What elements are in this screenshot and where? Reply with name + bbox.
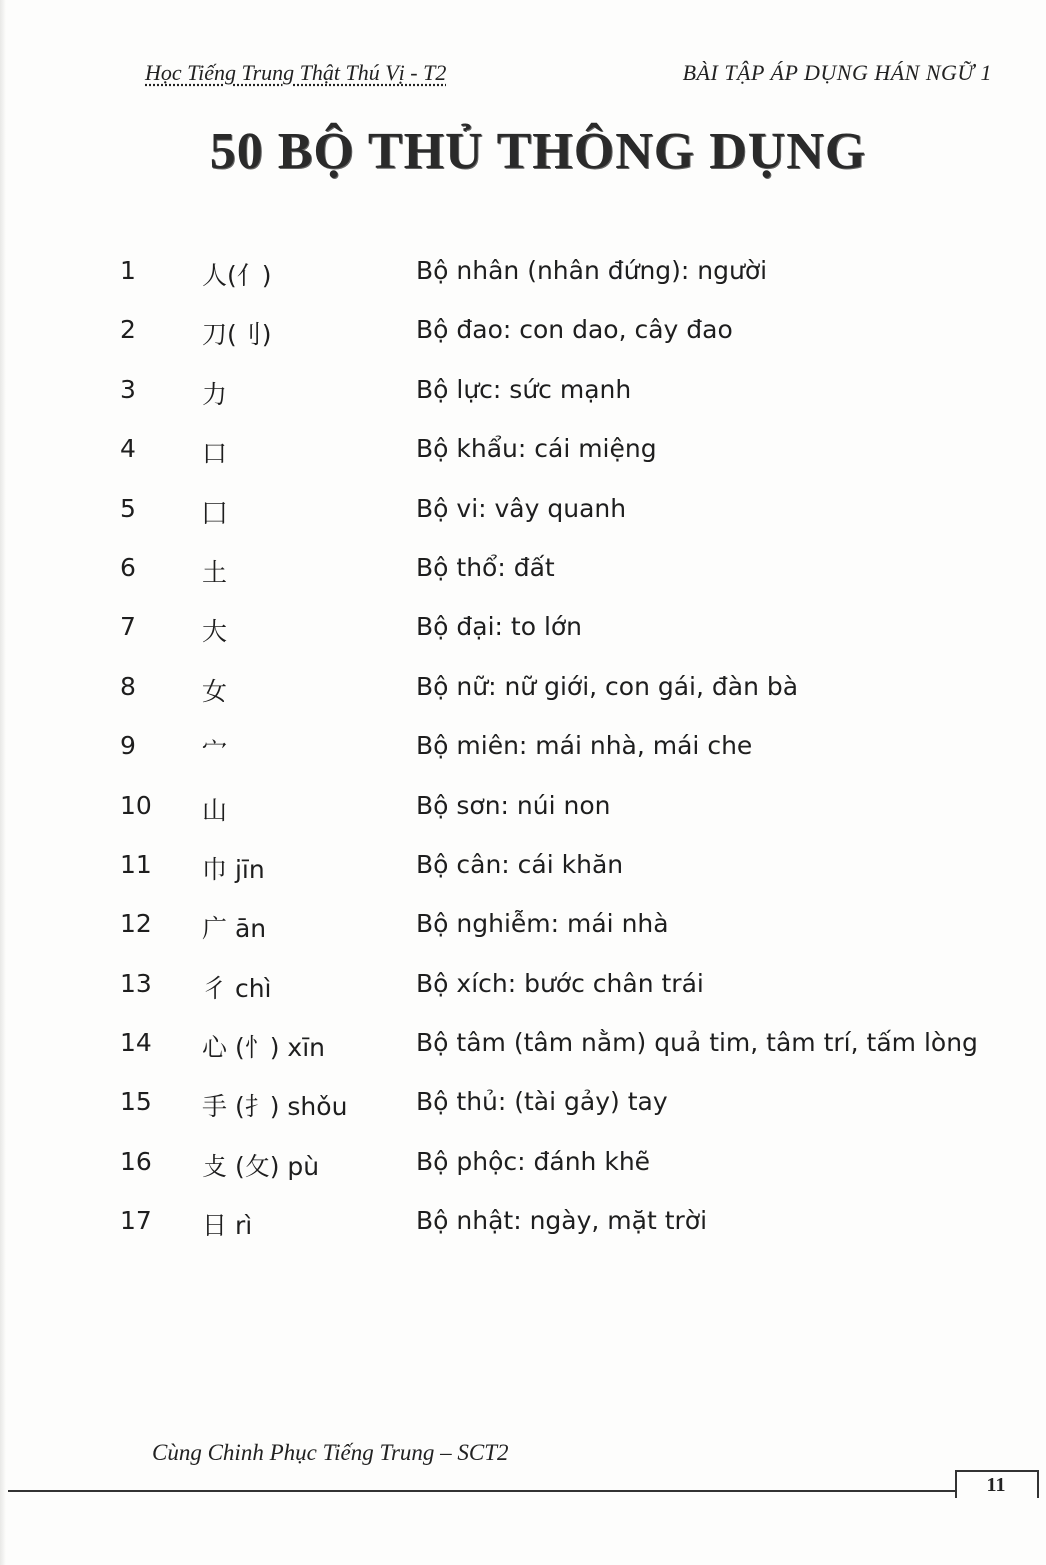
footer-rule [8,1490,956,1492]
radical-row [0,1137,1046,1196]
radical-row [0,484,1046,543]
radical-number: 7 [120,612,136,642]
radical-character: 攴 (攵) pù [202,1151,320,1181]
radical-row [0,602,1046,661]
radical-row [0,899,1046,958]
header-book-title: Học Tiếng Trung Thật Thú Vị - T2 [145,60,447,85]
radical-number: 1 [120,256,136,285]
radical-character: 土 [202,557,228,587]
radical-meaning: Bộ khẩu: cái miệng [416,434,657,464]
radical-number: 6 [120,552,136,582]
radical-character: 日 rì [202,1211,253,1241]
radical-meaning: Bộ nữ: nữ giới, con gái, đàn bà [416,671,799,701]
radical-meaning: Bộ thổ: đất [416,552,555,582]
radical-character: 囗 [202,498,228,528]
radical-meaning: Bộ sơn: núi non [416,790,611,820]
radical-meaning: Bộ cân: cái khăn [416,849,624,879]
radical-character: 力 [202,379,228,409]
radical-row [0,1196,1046,1255]
radical-character: 刀(刂) [202,320,272,350]
radical-row [0,662,1046,721]
radical-character: 心 (忄) xīn [202,1033,325,1063]
radical-character: 人(亻) [202,261,272,290]
radical-meaning: Bộ miên: mái nhà, mái che [416,731,753,761]
radical-number: 9 [120,731,136,761]
radical-row [0,246,1046,305]
radical-row [0,781,1046,840]
radical-meaning: Bộ thủ: (tài gảy) tay [416,1087,668,1117]
radical-meaning: Bộ nhân (nhân đứng): người [416,256,768,285]
radical-number: 5 [120,493,136,523]
radical-meaning: Bộ đại: to lớn [416,612,583,642]
radical-number: 10 [120,790,152,820]
radical-row [0,365,1046,424]
radical-row [0,1077,1046,1136]
footer-text: Cùng Chinh Phục Tiếng Trung – SCT2 [152,1440,509,1465]
radical-character: 口 [202,439,228,469]
radical-row [0,543,1046,602]
radical-number: 17 [120,1206,152,1236]
radical-row [0,424,1046,483]
page-number: 11 [986,1474,1006,1496]
radical-character: 大 [202,617,228,647]
radical-character: 广 ān [202,914,267,944]
radical-row [0,840,1046,899]
radical-number: 16 [120,1146,152,1176]
page-title: 50 BỘ THỦ THÔNG DỤNG [209,123,867,180]
radical-row [0,721,1046,780]
radical-character: 宀 [202,736,228,766]
radical-meaning: Bộ xích: bước chân trái [416,968,704,998]
radical-number: 13 [120,968,152,998]
radical-character: 彳 chì [202,973,272,1003]
radical-number: 14 [120,1028,152,1058]
radical-meaning: Bộ phộc: đánh khẽ [416,1146,651,1176]
radical-number: 4 [120,434,136,464]
radical-meaning: Bộ tâm (tâm nằm) quả tim, tâm trí, tấm lòng [416,1028,978,1058]
radical-meaning: Bộ đao: con dao, cây đao [416,315,733,345]
radical-number: 2 [120,315,136,345]
radical-meaning: Bộ vi: vây quanh [416,493,627,523]
radical-character: 手 (扌) shǒu [202,1092,348,1122]
radical-number: 12 [120,909,152,939]
header-section-title: BÀI TẬP ÁP DỤNG HÁN NGỮ 1 [682,60,992,85]
radical-character: 山 [202,795,228,825]
radical-row [0,305,1046,364]
radical-meaning: Bộ nghiễm: mái nhà [416,909,669,939]
radical-row [0,959,1046,1018]
radical-number: 8 [120,671,136,701]
radical-character: 女 [202,676,228,706]
radical-character: 巾 jīn [202,854,265,884]
radical-number: 11 [120,849,152,879]
radical-list [0,246,1046,1256]
radical-meaning: Bộ nhật: ngày, mặt trời [416,1206,708,1236]
radical-number: 3 [120,374,136,404]
radical-meaning: Bộ lực: sức mạnh [416,374,632,404]
radical-row [0,1018,1046,1077]
radical-number: 15 [120,1087,152,1117]
